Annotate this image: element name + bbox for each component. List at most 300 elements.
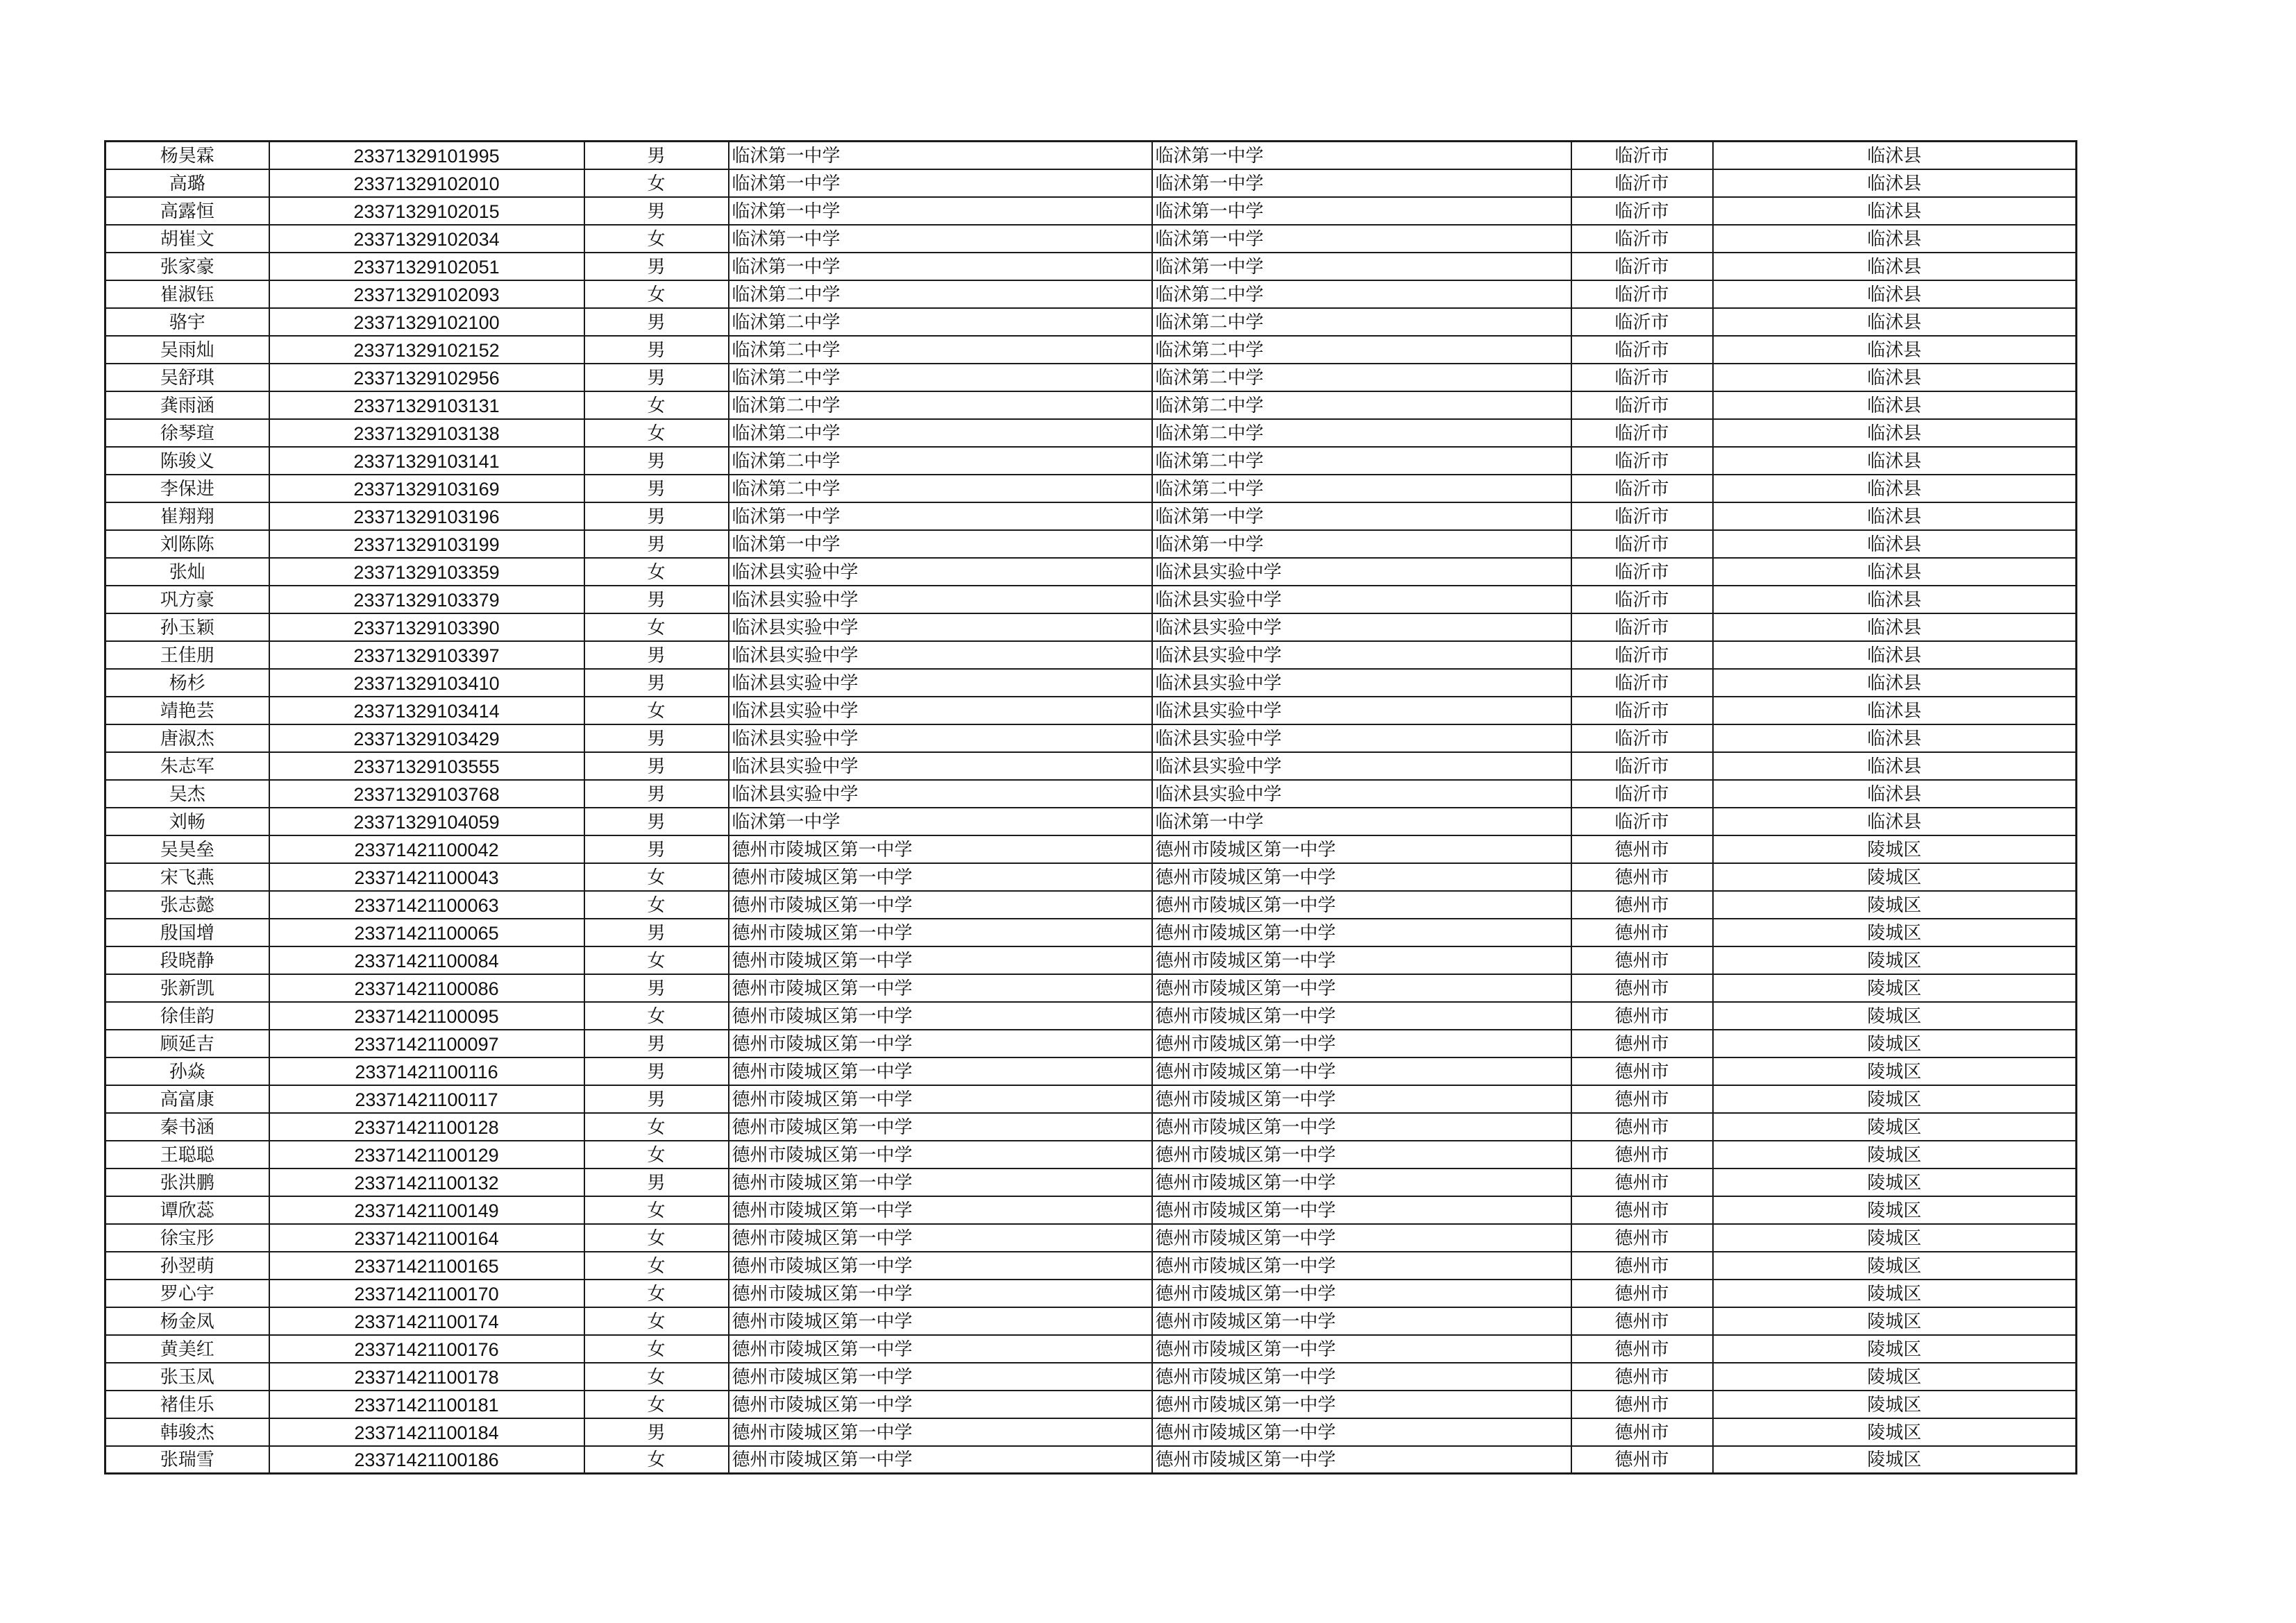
table-row (105, 974, 2077, 1002)
school-cell: 德州市陵城区第一中学 (729, 1002, 1152, 1030)
gender-cell: 女 (584, 1335, 729, 1363)
student-name-cell: 吴雨灿 (105, 336, 269, 364)
school-cell: 德州市陵城区第一中学 (729, 891, 1152, 919)
table-row (105, 1252, 2077, 1280)
county-cell: 陵城区 (1713, 891, 2077, 919)
gender-cell: 男 (584, 974, 729, 1002)
city-cell: 德州市 (1571, 1085, 1713, 1113)
county-cell: 临沭县 (1713, 669, 2077, 697)
gender-cell: 女 (584, 1002, 729, 1030)
city-cell: 德州市 (1571, 835, 1713, 863)
student-name-cell: 孙玉颖 (105, 613, 269, 641)
county-cell: 临沭县 (1713, 142, 2077, 169)
city-cell: 德州市 (1571, 1113, 1713, 1141)
exam-site-cell: 临沭第一中学 (1152, 197, 1571, 225)
table-row (105, 1141, 2077, 1169)
county-cell: 陵城区 (1713, 1307, 2077, 1335)
gender-cell: 女 (584, 1391, 729, 1418)
student-name-cell: 王聪聪 (105, 1141, 269, 1169)
city-cell: 临沂市 (1571, 586, 1713, 613)
city-cell: 德州市 (1571, 1335, 1713, 1363)
exam-site-cell: 临沭第一中学 (1152, 808, 1571, 835)
exam-id-cell: 23371421100095 (269, 1002, 584, 1030)
gender-cell: 男 (584, 530, 729, 558)
table-row (105, 1057, 2077, 1085)
school-cell: 德州市陵城区第一中学 (729, 1057, 1152, 1085)
exam-site-cell: 临沭第一中学 (1152, 169, 1571, 197)
gender-cell: 女 (584, 863, 729, 891)
city-cell: 临沂市 (1571, 502, 1713, 530)
city-cell: 德州市 (1571, 1391, 1713, 1418)
exam-id-cell: 23371421100186 (269, 1446, 584, 1474)
exam-site-cell: 德州市陵城区第一中学 (1152, 1085, 1571, 1113)
student-name-cell: 杨昊霖 (105, 142, 269, 169)
school-cell: 临沭县实验中学 (729, 780, 1152, 808)
exam-id-cell: 23371329102010 (269, 169, 584, 197)
exam-id-cell: 23371421100149 (269, 1196, 584, 1224)
gender-cell: 男 (584, 475, 729, 502)
exam-id-cell: 23371421100042 (269, 835, 584, 863)
exam-site-cell: 德州市陵城区第一中学 (1152, 891, 1571, 919)
school-cell: 德州市陵城区第一中学 (729, 1418, 1152, 1446)
city-cell: 临沂市 (1571, 697, 1713, 724)
exam-site-cell: 临沭县实验中学 (1152, 641, 1571, 669)
city-cell: 德州市 (1571, 1196, 1713, 1224)
exam-id-cell: 23371329103196 (269, 502, 584, 530)
exam-id-cell: 23371329103414 (269, 697, 584, 724)
exam-id-cell: 23371329103768 (269, 780, 584, 808)
table-row (105, 641, 2077, 669)
school-cell: 德州市陵城区第一中学 (729, 835, 1152, 863)
city-cell: 德州市 (1571, 1280, 1713, 1307)
school-cell: 德州市陵城区第一中学 (729, 919, 1152, 946)
city-cell: 临沂市 (1571, 447, 1713, 475)
exam-id-cell: 23371329103138 (269, 419, 584, 447)
exam-site-cell: 临沭第二中学 (1152, 308, 1571, 336)
exam-site-cell: 临沭县实验中学 (1152, 724, 1571, 752)
student-name-cell: 高富康 (105, 1085, 269, 1113)
county-cell: 临沭县 (1713, 558, 2077, 586)
student-name-cell: 巩方豪 (105, 586, 269, 613)
county-cell: 陵城区 (1713, 1446, 2077, 1474)
city-cell: 临沂市 (1571, 225, 1713, 253)
table-row (105, 724, 2077, 752)
exam-id-cell: 23371329102093 (269, 280, 584, 308)
city-cell: 德州市 (1571, 1307, 1713, 1335)
school-cell: 德州市陵城区第一中学 (729, 1141, 1152, 1169)
student-name-cell: 殷国增 (105, 919, 269, 946)
city-cell: 德州市 (1571, 946, 1713, 974)
city-cell: 德州市 (1571, 891, 1713, 919)
county-cell: 临沭县 (1713, 419, 2077, 447)
county-cell: 临沭县 (1713, 280, 2077, 308)
county-cell: 临沭县 (1713, 530, 2077, 558)
county-cell: 陵城区 (1713, 1391, 2077, 1418)
county-cell: 临沭县 (1713, 586, 2077, 613)
student-name-cell: 张灿 (105, 558, 269, 586)
table-row (105, 1363, 2077, 1391)
city-cell: 临沂市 (1571, 197, 1713, 225)
city-cell: 临沂市 (1571, 808, 1713, 835)
city-cell: 德州市 (1571, 1363, 1713, 1391)
county-cell: 临沭县 (1713, 613, 2077, 641)
school-cell: 德州市陵城区第一中学 (729, 863, 1152, 891)
gender-cell: 女 (584, 1113, 729, 1141)
county-cell: 陵城区 (1713, 1363, 2077, 1391)
table-row (105, 253, 2077, 280)
gender-cell: 女 (584, 1252, 729, 1280)
city-cell: 临沂市 (1571, 391, 1713, 419)
exam-id-cell: 23371329103379 (269, 586, 584, 613)
gender-cell: 女 (584, 169, 729, 197)
table-row (105, 364, 2077, 391)
school-cell: 临沭第一中学 (729, 197, 1152, 225)
exam-site-cell: 临沭第二中学 (1152, 447, 1571, 475)
student-name-cell: 胡崔文 (105, 225, 269, 253)
exam-id-cell: 23371421100165 (269, 1252, 584, 1280)
exam-id-cell: 23371421100065 (269, 919, 584, 946)
exam-id-cell: 23371421100184 (269, 1418, 584, 1446)
exam-site-cell: 临沭县实验中学 (1152, 586, 1571, 613)
school-cell: 临沭第一中学 (729, 169, 1152, 197)
exam-id-cell: 23371421100097 (269, 1030, 584, 1057)
county-cell: 临沭县 (1713, 641, 2077, 669)
exam-site-cell: 临沭第一中学 (1152, 253, 1571, 280)
school-cell: 临沭县实验中学 (729, 641, 1152, 669)
student-name-cell: 靖艳芸 (105, 697, 269, 724)
school-cell: 临沭第二中学 (729, 308, 1152, 336)
county-cell: 陵城区 (1713, 1169, 2077, 1196)
exam-id-cell: 23371329102152 (269, 336, 584, 364)
gender-cell: 男 (584, 502, 729, 530)
student-name-cell: 王佳朋 (105, 641, 269, 669)
city-cell: 临沂市 (1571, 142, 1713, 169)
gender-cell: 男 (584, 308, 729, 336)
exam-site-cell: 临沭第一中学 (1152, 225, 1571, 253)
school-cell: 临沭第二中学 (729, 336, 1152, 364)
city-cell: 临沂市 (1571, 780, 1713, 808)
student-name-cell: 张瑞雪 (105, 1446, 269, 1474)
gender-cell: 男 (584, 1030, 729, 1057)
gender-cell: 女 (584, 1307, 729, 1335)
exam-id-cell: 23371421100170 (269, 1280, 584, 1307)
city-cell: 德州市 (1571, 863, 1713, 891)
school-cell: 德州市陵城区第一中学 (729, 946, 1152, 974)
exam-site-cell: 临沭第二中学 (1152, 336, 1571, 364)
table-body (105, 142, 2077, 1474)
exam-site-cell: 德州市陵城区第一中学 (1152, 1057, 1571, 1085)
exam-id-cell: 23371329103397 (269, 641, 584, 669)
county-cell: 临沭县 (1713, 253, 2077, 280)
exam-id-cell: 23371329103429 (269, 724, 584, 752)
exam-site-cell: 德州市陵城区第一中学 (1152, 863, 1571, 891)
exam-id-cell: 23371329103555 (269, 752, 584, 780)
school-cell: 临沭第二中学 (729, 419, 1152, 447)
exam-site-cell: 临沭县实验中学 (1152, 780, 1571, 808)
city-cell: 德州市 (1571, 1252, 1713, 1280)
exam-site-cell: 德州市陵城区第一中学 (1152, 919, 1571, 946)
exam-id-cell: 23371329102956 (269, 364, 584, 391)
school-cell: 德州市陵城区第一中学 (729, 1446, 1152, 1474)
student-name-cell: 吴舒琪 (105, 364, 269, 391)
school-cell: 德州市陵城区第一中学 (729, 1169, 1152, 1196)
school-cell: 临沭县实验中学 (729, 586, 1152, 613)
student-name-cell: 龚雨涵 (105, 391, 269, 419)
gender-cell: 男 (584, 1085, 729, 1113)
exam-site-cell: 德州市陵城区第一中学 (1152, 946, 1571, 974)
exam-site-cell: 临沭第一中学 (1152, 142, 1571, 169)
county-cell: 临沭县 (1713, 447, 2077, 475)
gender-cell: 女 (584, 280, 729, 308)
student-name-cell: 韩骏杰 (105, 1418, 269, 1446)
school-cell: 德州市陵城区第一中学 (729, 1307, 1152, 1335)
student-name-cell: 唐淑杰 (105, 724, 269, 752)
city-cell: 临沂市 (1571, 308, 1713, 336)
student-name-cell: 朱志军 (105, 752, 269, 780)
school-cell: 德州市陵城区第一中学 (729, 1252, 1152, 1280)
exam-site-cell: 临沭第二中学 (1152, 364, 1571, 391)
city-cell: 临沂市 (1571, 364, 1713, 391)
table-row (105, 780, 2077, 808)
gender-cell: 男 (584, 336, 729, 364)
county-cell: 陵城区 (1713, 946, 2077, 974)
county-cell: 临沭县 (1713, 308, 2077, 336)
school-cell: 临沭第一中学 (729, 253, 1152, 280)
county-cell: 陵城区 (1713, 835, 2077, 863)
table-row (105, 1169, 2077, 1196)
student-name-cell: 张家豪 (105, 253, 269, 280)
school-cell: 临沭第二中学 (729, 447, 1152, 475)
city-cell: 临沂市 (1571, 253, 1713, 280)
county-cell: 陵城区 (1713, 974, 2077, 1002)
county-cell: 陵城区 (1713, 1002, 2077, 1030)
city-cell: 临沂市 (1571, 419, 1713, 447)
student-name-cell: 杨金凤 (105, 1307, 269, 1335)
table-row (105, 1224, 2077, 1252)
exam-site-cell: 临沭第二中学 (1152, 280, 1571, 308)
student-name-cell: 杨杉 (105, 669, 269, 697)
student-name-cell: 谭欣蕊 (105, 1196, 269, 1224)
exam-site-cell: 临沭县实验中学 (1152, 613, 1571, 641)
school-cell: 德州市陵城区第一中学 (729, 1113, 1152, 1141)
exam-id-cell: 23371329103169 (269, 475, 584, 502)
city-cell: 临沂市 (1571, 641, 1713, 669)
school-cell: 临沭第一中学 (729, 530, 1152, 558)
gender-cell: 女 (584, 1224, 729, 1252)
table-row (105, 1113, 2077, 1141)
student-name-cell: 张洪鹏 (105, 1169, 269, 1196)
table-row (105, 475, 2077, 502)
county-cell: 陵城区 (1713, 863, 2077, 891)
exam-site-cell: 临沭县实验中学 (1152, 697, 1571, 724)
student-name-cell: 褚佳乐 (105, 1391, 269, 1418)
gender-cell: 男 (584, 253, 729, 280)
school-cell: 临沭第二中学 (729, 475, 1152, 502)
school-cell: 临沭县实验中学 (729, 697, 1152, 724)
gender-cell: 男 (584, 447, 729, 475)
exam-id-cell: 23371329102015 (269, 197, 584, 225)
school-cell: 临沭县实验中学 (729, 724, 1152, 752)
table-row (105, 530, 2077, 558)
exam-site-cell: 临沭县实验中学 (1152, 558, 1571, 586)
table-row (105, 447, 2077, 475)
city-cell: 临沂市 (1571, 336, 1713, 364)
exam-site-cell: 德州市陵城区第一中学 (1152, 1002, 1571, 1030)
student-name-cell: 崔翔翔 (105, 502, 269, 530)
city-cell: 临沂市 (1571, 724, 1713, 752)
gender-cell: 男 (584, 586, 729, 613)
gender-cell: 男 (584, 808, 729, 835)
table-row (105, 169, 2077, 197)
gender-cell: 女 (584, 1141, 729, 1169)
student-name-cell: 徐佳韵 (105, 1002, 269, 1030)
exam-site-cell: 德州市陵城区第一中学 (1152, 1196, 1571, 1224)
school-cell: 临沭第一中学 (729, 808, 1152, 835)
exam-id-cell: 23371329103141 (269, 447, 584, 475)
student-name-cell: 孙翌萌 (105, 1252, 269, 1280)
exam-site-cell: 德州市陵城区第一中学 (1152, 1363, 1571, 1391)
exam-id-cell: 23371421100176 (269, 1335, 584, 1363)
exam-id-cell: 23371421100043 (269, 863, 584, 891)
table-row (105, 669, 2077, 697)
student-name-cell: 宋飞燕 (105, 863, 269, 891)
gender-cell: 女 (584, 1280, 729, 1307)
student-name-cell: 张新凯 (105, 974, 269, 1002)
student-name-cell: 黄美红 (105, 1335, 269, 1363)
school-cell: 临沭第一中学 (729, 225, 1152, 253)
school-cell: 临沭第二中学 (729, 280, 1152, 308)
county-cell: 临沭县 (1713, 336, 2077, 364)
exam-site-cell: 德州市陵城区第一中学 (1152, 1113, 1571, 1141)
exam-site-cell: 德州市陵城区第一中学 (1152, 1280, 1571, 1307)
city-cell: 德州市 (1571, 1030, 1713, 1057)
gender-cell: 男 (584, 669, 729, 697)
table-row (105, 1418, 2077, 1446)
exam-site-cell: 德州市陵城区第一中学 (1152, 1224, 1571, 1252)
county-cell: 陵城区 (1713, 1141, 2077, 1169)
county-cell: 临沭县 (1713, 502, 2077, 530)
school-cell: 临沭县实验中学 (729, 613, 1152, 641)
gender-cell: 男 (584, 1418, 729, 1446)
exam-site-cell: 德州市陵城区第一中学 (1152, 1169, 1571, 1196)
table-row (105, 1307, 2077, 1335)
county-cell: 临沭县 (1713, 169, 2077, 197)
student-name-cell: 顾延吉 (105, 1030, 269, 1057)
gender-cell: 男 (584, 835, 729, 863)
county-cell: 临沭县 (1713, 697, 2077, 724)
exam-site-cell: 临沭第一中学 (1152, 502, 1571, 530)
county-cell: 陵城区 (1713, 1252, 2077, 1280)
table-row (105, 225, 2077, 253)
student-name-cell: 徐宝彤 (105, 1224, 269, 1252)
student-name-cell: 孙焱 (105, 1057, 269, 1085)
exam-site-cell: 临沭县实验中学 (1152, 669, 1571, 697)
city-cell: 德州市 (1571, 974, 1713, 1002)
exam-id-cell: 23371329103131 (269, 391, 584, 419)
school-cell: 德州市陵城区第一中学 (729, 1196, 1152, 1224)
county-cell: 陵城区 (1713, 1030, 2077, 1057)
gender-cell: 女 (584, 1446, 729, 1474)
exam-site-cell: 德州市陵城区第一中学 (1152, 1446, 1571, 1474)
city-cell: 德州市 (1571, 1446, 1713, 1474)
county-cell: 陵城区 (1713, 1113, 2077, 1141)
school-cell: 临沭第一中学 (729, 502, 1152, 530)
county-cell: 陵城区 (1713, 1335, 2077, 1363)
exam-site-cell: 临沭第二中学 (1152, 391, 1571, 419)
school-cell: 临沭第二中学 (729, 364, 1152, 391)
student-name-cell: 刘畅 (105, 808, 269, 835)
exam-id-cell: 23371421100164 (269, 1224, 584, 1252)
student-name-cell: 高露恒 (105, 197, 269, 225)
student-name-cell: 徐琴瑄 (105, 419, 269, 447)
school-cell: 德州市陵城区第一中学 (729, 1224, 1152, 1252)
city-cell: 德州市 (1571, 1418, 1713, 1446)
exam-id-cell: 23371329103410 (269, 669, 584, 697)
exam-id-cell: 23371421100128 (269, 1113, 584, 1141)
county-cell: 临沭县 (1713, 808, 2077, 835)
school-cell: 德州市陵城区第一中学 (729, 1085, 1152, 1113)
school-cell: 临沭第一中学 (729, 142, 1152, 169)
table-row (105, 697, 2077, 724)
gender-cell: 男 (584, 1169, 729, 1196)
student-name-cell: 高璐 (105, 169, 269, 197)
city-cell: 临沂市 (1571, 280, 1713, 308)
county-cell: 陵城区 (1713, 1057, 2077, 1085)
city-cell: 临沂市 (1571, 530, 1713, 558)
table-row (105, 891, 2077, 919)
table-row (105, 946, 2077, 974)
student-name-cell: 刘陈陈 (105, 530, 269, 558)
city-cell: 德州市 (1571, 919, 1713, 946)
exam-site-cell: 德州市陵城区第一中学 (1152, 1307, 1571, 1335)
gender-cell: 女 (584, 697, 729, 724)
exam-site-cell: 临沭第二中学 (1152, 419, 1571, 447)
exam-site-cell: 德州市陵城区第一中学 (1152, 1391, 1571, 1418)
table-row (105, 613, 2077, 641)
school-cell: 临沭县实验中学 (729, 669, 1152, 697)
table-row (105, 391, 2077, 419)
gender-cell: 男 (584, 641, 729, 669)
exam-id-cell: 23371421100129 (269, 1141, 584, 1169)
table-row (105, 280, 2077, 308)
exam-id-cell: 23371329103359 (269, 558, 584, 586)
table-row (105, 1335, 2077, 1363)
county-cell: 陵城区 (1713, 1224, 2077, 1252)
gender-cell: 男 (584, 724, 729, 752)
table-row (105, 1391, 2077, 1418)
school-cell: 临沭县实验中学 (729, 752, 1152, 780)
table-row (105, 1280, 2077, 1307)
table-row (105, 752, 2077, 780)
county-cell: 临沭县 (1713, 225, 2077, 253)
gender-cell: 女 (584, 225, 729, 253)
gender-cell: 女 (584, 891, 729, 919)
city-cell: 德州市 (1571, 1224, 1713, 1252)
city-cell: 德州市 (1571, 1169, 1713, 1196)
exam-id-cell: 23371329101995 (269, 142, 584, 169)
student-name-cell: 吴杰 (105, 780, 269, 808)
table-row (105, 558, 2077, 586)
gender-cell: 男 (584, 752, 729, 780)
table-row (105, 197, 2077, 225)
student-name-cell: 张玉凤 (105, 1363, 269, 1391)
gender-cell: 男 (584, 1057, 729, 1085)
exam-id-cell: 23371421100117 (269, 1085, 584, 1113)
city-cell: 临沂市 (1571, 169, 1713, 197)
exam-id-cell: 23371421100178 (269, 1363, 584, 1391)
city-cell: 临沂市 (1571, 475, 1713, 502)
exam-id-cell: 23371421100174 (269, 1307, 584, 1335)
